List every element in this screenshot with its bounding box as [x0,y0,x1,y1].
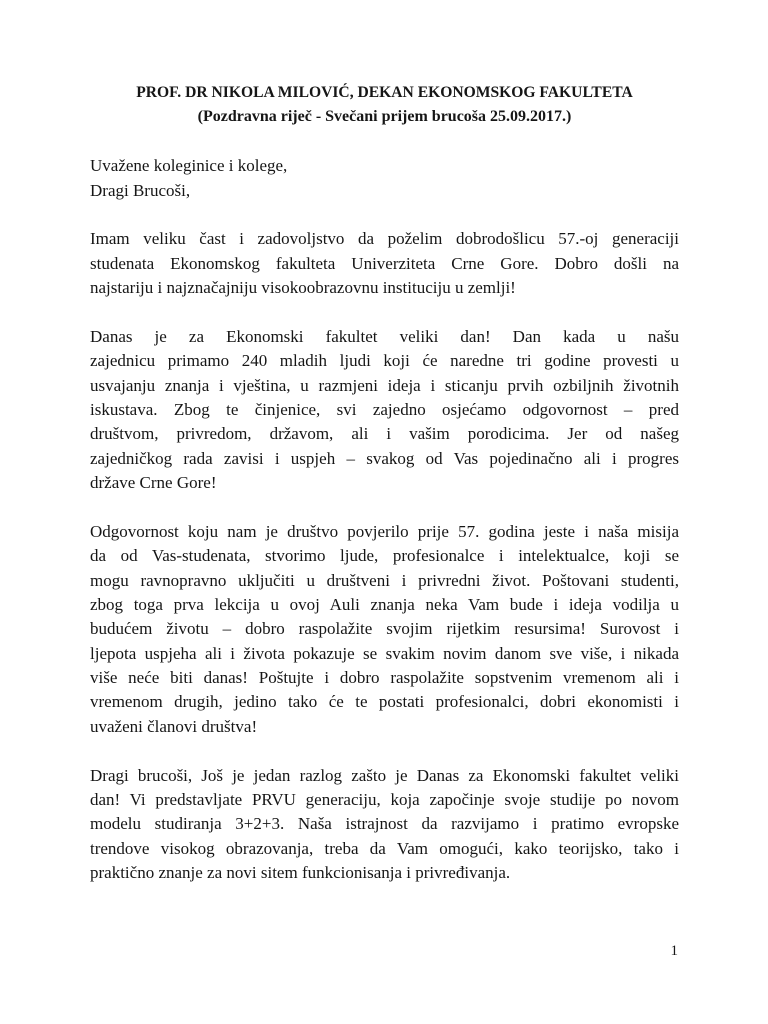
document-title: PROF. DR NIKOLA MILOVIĆ, DEKAN EKONOMSKOG FAKULTETA [136,84,633,101]
paragraph-line: više neće biti danas! Poštujte i dobro raspolažite sopstvenim vremenom ali i [90,668,679,687]
document-subtitle: (Pozdravna riječ - Svečani prijem brucoša 25.09.2017.) [197,108,572,126]
paragraph-line: ljepota uspjeha ali i života pokazuje se svakim novim danom sve više, i nikada [90,643,679,663]
paragraph-line: budućem životu – dobro raspolažite svojim rijetkim resursima! Surovost i [90,619,679,639]
paragraph-line: da od Vas-studenata, stvorimo ljude, profesionalce i intelektualce, koji se [90,546,679,566]
greeting-line: Dragi Brucoši, [90,180,191,200]
paragraph-line: Odgovornost koju nam je društvo povjerilo prije 57. godina jeste i naša misija [90,521,679,541]
paragraph-line: države Crne Gore! [90,473,217,492]
paragraph-2 [90,325,679,496]
paragraph-line: studenata Ekonomskog fakulteta Univerziteta Crne Gore. Dobro došli na [90,253,679,273]
paragraph-line: modelu studiranja 3+2+3. Naša istrajnost da razvijamo i pratimo evropske [90,814,679,834]
paragraph-line: iskustava. Zbog te činjenice, svi zajedno osjećamo odgovornost – pred [90,399,679,419]
paragraph-line: uvaženi članovi društva! [90,716,258,736]
paragraph-line: najstariju i najznačajniju visokoobrazovnu instituciju u zemlji! [90,278,516,297]
paragraph-line: društvom, privredom, državom, ali i vašim porodicima. Jer od našeg [90,424,679,444]
paragraph-line: Danas je za Ekonomski fakultet veliki dan! Dan kada u našu [90,326,679,346]
paragraph-line: dan! Vi predstavljate PRVU generaciju, koja započinje svoje studije po novom [90,789,679,809]
greeting [90,154,679,203]
speech-body [90,81,679,885]
paragraph-line: praktično znanje za novi sitem funkcionisanja i privređivanja. [90,863,511,882]
greeting-line: Uvažene koleginice i kolege, [90,156,288,176]
paragraph-1 [90,227,679,300]
paragraph-line: vremenom drugih, jedino tako će te postati profesionalci, dobri ekonomisti i [90,692,679,712]
paragraph-line: Dragi brucoši, Još je jedan razlog zašto je Danas za Ekonomski fakultet veliki [90,765,679,785]
paragraph-line: zajedničkog rada zavisi i uspjeh – svakog od Vas pojedinačno ali i progres [90,448,679,468]
paragraph-line: Imam veliku čast i zadovoljstvo da poželim dobrodošlicu 57.-oj generaciji [90,229,679,249]
paragraph-line: usvajanju znanja i vještina, u razmjeni ideja i sticanju prvih ozbiljnih životnih [90,375,679,395]
page-number: 1 [670,943,678,959]
paragraph-4 [90,764,679,886]
paragraph-3 [90,520,679,739]
paragraph-line: mogu ravnopravno uključiti u društveni i privredni život. Poštovani studenti, [90,570,679,590]
paragraph-line: trendove visokog obrazovanja, treba da Vam omogući, kako teorijsko, tako i [90,838,679,858]
paragraph-line: zbog toga prva lekcija u ovoj Auli znanja neka Vam bude i ideja vodilja u [90,594,679,614]
paragraph-line: zajednicu primamo 240 mladih ljudi koji će naredne tri godine provesti u [90,351,679,371]
